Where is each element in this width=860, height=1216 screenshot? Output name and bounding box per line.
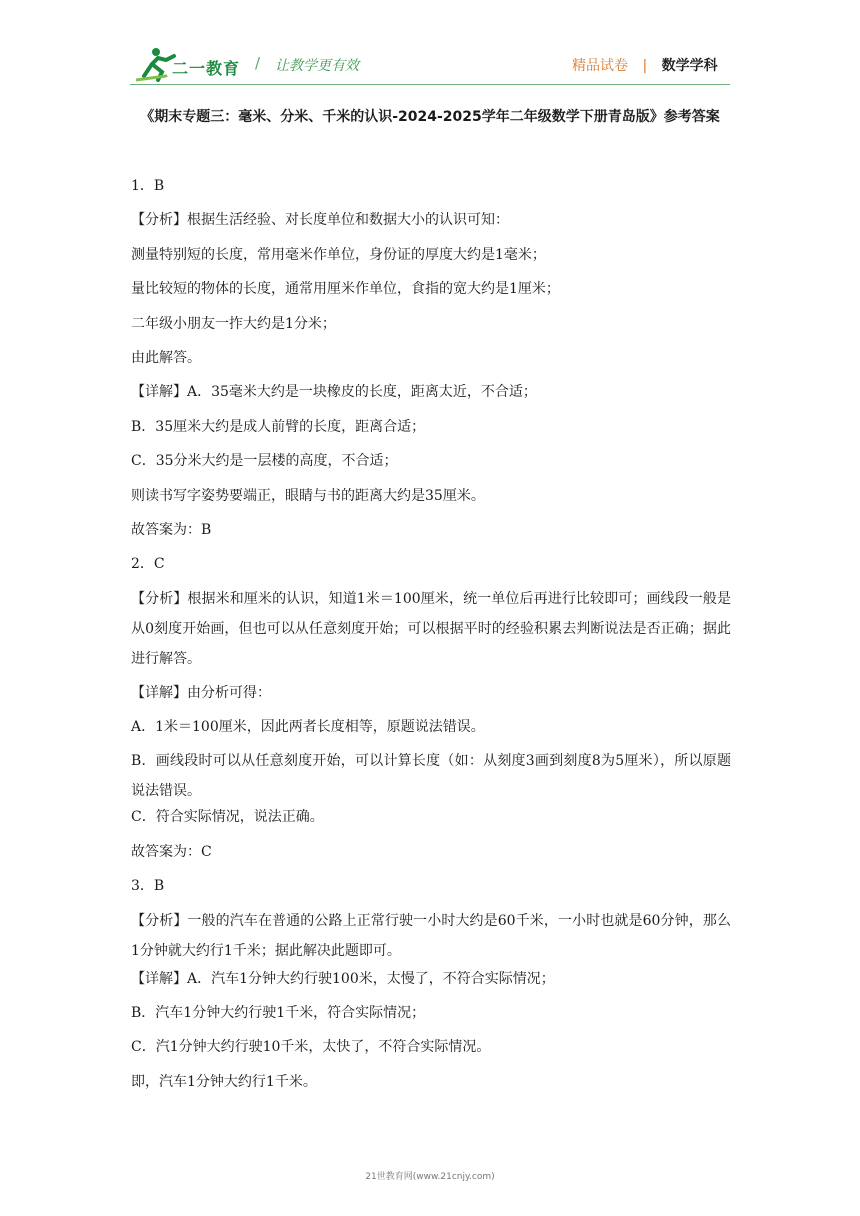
body-text: B．汽车1分钟大约行驶1千米，符合实际情况；: [131, 1005, 426, 1022]
answer-text: 故答案为：C: [131, 843, 212, 860]
slogan: 让教学更有效: [275, 58, 359, 74]
quality-tag: 精品试卷: [572, 58, 628, 74]
body-text: 二年级小朋友一拃大约是1分米；: [131, 315, 336, 332]
subject-tag: 数学学科: [661, 58, 718, 74]
answer-text: 故答案为：B: [131, 521, 212, 538]
logo-text: 二一教育: [172, 59, 241, 78]
detail-text: 【详解】A．35毫米大约是一块橡皮的长度，距离太近，不合适；: [131, 384, 537, 401]
answer-content: [131, 175, 731, 1105]
page-footer: 21世教育网(www.21cnjy.com): [365, 1172, 495, 1182]
tag-separator: |: [642, 58, 648, 74]
body-text: B．35厘米大约是成人前臂的长度，距离合适；: [131, 418, 426, 435]
body-text: 即，汽车1分钟大约行1千米。: [131, 1073, 317, 1090]
analysis-text: 【分析】一般的汽车在普通的公路上正常行驶一小时大约是60千米，一小时也就是60分钟，那么1分钟就大约行1千米；据此解决此题即可。: [131, 912, 731, 959]
body-text: 则读书写字姿势要端正，眼睛与书的距离大约是35厘米。: [131, 487, 485, 504]
answer-heading: 3．B: [131, 878, 165, 895]
detail-text: 【详解】由分析可得：: [131, 684, 271, 701]
slogan-divider: /: [255, 54, 261, 72]
header-tags: [572, 55, 718, 75]
body-text: 由此解答。: [131, 349, 201, 366]
answer-heading: 2．C: [131, 556, 165, 573]
analysis-text: 【分析】根据生活经验、对长度单位和数据大小的认识可知：: [131, 212, 509, 229]
body-text: C．汽1分钟大约行驶10千米，太快了，不符合实际情况。: [131, 1039, 491, 1056]
analysis-text: 【分析】根据米和厘米的认识，知道1米＝100厘米，统一单位后再进行比较即可；画线段一般是从0刻度开始画，但也可以从任意刻度开始；可以根据平时的经验积累去判断说法是否正确；据此进行解答。: [131, 590, 731, 667]
body-text: 量比较短的物体的长度，通常用厘米作单位，食指的宽大约是1厘米；: [131, 281, 560, 298]
header-divider: [130, 84, 730, 85]
body-text: A．1米＝100厘米，因此两者长度相等，原题说法错误。: [131, 719, 485, 736]
answer-heading: 1．B: [131, 178, 165, 194]
detail-text: 【详解】A．汽车1分钟大约行驶100米，太慢了，不符合实际情况；: [131, 970, 555, 987]
body-text: C．35分米大约是一层楼的高度，不合适；: [131, 453, 398, 470]
body-text: B．画线段时可以从任意刻度开始，可以计算长度（如：从刻度3画到刻度8为5厘米），所以原题说法错误。: [131, 753, 731, 800]
document-title: 《期末专题三：毫米、分米、千米的认识-2024-2025学年二年级数学下册青岛版》参考答案: [140, 109, 720, 125]
body-text: 测量特别短的长度，常用毫米作单位，身份证的厚度大约是1毫米；: [131, 246, 546, 263]
page-header: [0, 0, 860, 90]
body-text: C．符合实际情况，说法正确。: [131, 809, 324, 826]
